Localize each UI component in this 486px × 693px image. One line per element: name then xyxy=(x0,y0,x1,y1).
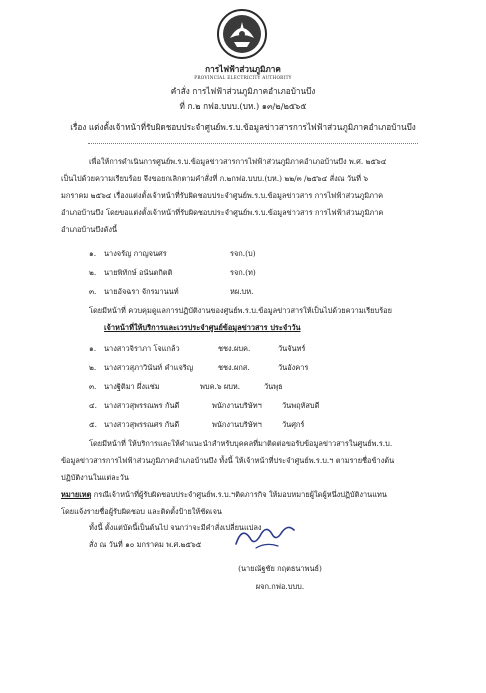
list-item-name: นางจรัญ กาญจนศร xyxy=(104,249,167,258)
intro-line: อำเภอบ้านบึงดังนี้ xyxy=(61,225,118,234)
intro-line: มกราคม ๒๕๖๔ เรื่องแต่งตั้งเจ้าหน้าที่รับผิดชอบประจำศูนย์พ.ร.บ.ข้อมูลข่าวสาร การไฟฟ้าส่วนภูมิภาค xyxy=(61,191,384,200)
intro-line: เป็นไปด้วยความเรียบร้อย จึงขอยกเลิกตามคำสั่งที่ ก.๒กฟอ.บบบ.(บห.) ๒๒/๓ /๒๕๖๔ สั่งณ วันที่ ๖ xyxy=(61,174,369,183)
divider xyxy=(88,143,418,144)
list-item-no: ๓. xyxy=(89,287,97,296)
officer-duty: โดยมีหน้าที่ ควบคุมดูแลการปฏิบัติงานของศูนย์พ.ร.บ.ข้อมูลข่าวสารให้เป็นไปด้วยความเรียบร้อย xyxy=(89,306,392,315)
list-item-no: ๕. xyxy=(89,420,97,429)
list-item-no: ๒. xyxy=(89,363,97,372)
signatory-title: ผจก.กฟอ.บบบ. xyxy=(255,582,305,591)
list-item-day: วันจันทร์ xyxy=(278,344,306,353)
date-line: สั่ง ณ วันที่ ๑๐ มกราคม พ.ศ.๒๕๖๕ xyxy=(89,540,202,549)
list-item-position: ชชง.ผบค. xyxy=(218,344,251,353)
pea-logo-icon xyxy=(216,8,268,60)
list-item-day: วันพฤหัสบดี xyxy=(282,401,320,410)
duty-line: ข้อมูลข่าวสารการไฟฟ้าส่วนภูมิภาคอำเภอบ้านบึง ทั้งนี้ ให้เจ้าหน้าที่ประจำศูนย์พ.ร.บ.ฯ ตามรายชื่อข้างต้น xyxy=(61,456,395,465)
list-item-name: นางสาวสุภาวินันท์ คำแจริญ xyxy=(104,363,194,372)
list-item-day: วันพุธ xyxy=(264,382,283,391)
list-item-name: นางฐิติมา ผึ่งแช่ม xyxy=(104,382,160,391)
list-item-position: รจก.(ท) xyxy=(230,268,256,277)
remark-line xyxy=(61,490,387,500)
duty-line: โดยมีหน้าที่ ให้บริการและให้คำแนะนำสำหรับบุคคลที่มาติดต่อขอรับข้อมูลข่าวสารในศูนย์พ.ร.บ. xyxy=(89,439,393,448)
list-item-position: พบค.๖ ผบห. xyxy=(200,382,241,391)
list-item-position: พนักงานบริษัทฯ xyxy=(212,401,262,410)
effective-line: ทั้งนี้ ตั้งแต่บัดนี้เป็นต้นไป จนกว่าจะมีคำสั่งเปลี่ยนแปลง xyxy=(89,523,262,532)
order-title: คำสั่ง การไฟฟ้าส่วนภูมิภาคอำเภอบ้านบึง xyxy=(170,86,316,96)
list-item-no: ๔. xyxy=(89,401,97,410)
remark-text: กรณีเจ้าหน้าที่ผู้รับผิดชอบประจำศูนย์พ.ร.บ.ฯติดภารกิจ ให้มอบหมายผู้ใดผู้หนึ่งปฏิบัติงานแทน xyxy=(91,490,387,499)
list-item-no: ๒. xyxy=(89,268,97,277)
list-item-position: หผ.บห. xyxy=(230,287,254,296)
list-item-no: ๑. xyxy=(89,249,97,258)
list-item-name: นายอัจฉรา จักรมานนท์ xyxy=(104,287,179,296)
org-name-en: PROVINCIAL ELECTRICITY AUTHORITY xyxy=(194,75,292,80)
intro-line: เพื่อให้การดำเนินการศูนย์พ.ร.บ.ข้อมูลข่าวสารการไฟฟ้าส่วนภูมิภาคอำเภอบ้านบึง พ.ศ. ๒๕๖๔ xyxy=(89,157,387,166)
duty-line: ปฏิบัติงานในแต่ละวัน xyxy=(61,473,129,482)
list-item-name: นางสาวจิราภา โจแกล้ว xyxy=(104,344,180,353)
service-heading: เจ้าหน้าที่ให้บริการและเวรประจำศูนย์ข้อมูลข่าวสาร ประจำวัน xyxy=(104,323,301,332)
signature-icon xyxy=(232,520,302,552)
intro-line: อำเภอบ้านบึง โดยขอแต่งตั้งเจ้าหน้าที่รับผิดชอบประจำศูนย์พ.ร.บ.ข้อมูลข่าวสาร การไฟฟ้าส่วนภูมิภาค xyxy=(61,208,384,217)
remark-label: หมายเหตุ xyxy=(61,490,92,499)
list-item-name: นายพิทักษ์ อนันตกิตติ xyxy=(104,268,173,277)
list-item-name: นางสาวสุพรรณศร กันดี xyxy=(104,420,180,429)
list-item-day: วันศุกร์ xyxy=(282,420,305,429)
list-item-no: ๑. xyxy=(89,344,97,353)
order-subject: เรื่อง แต่งตั้งเจ้าหน้าที่รับผิดชอบประจำศูนย์พ.ร.บ.ข้อมูลข่าวสารการไฟฟ้าส่วนภูมิภาคอำเภอบ้านบึง xyxy=(70,122,416,132)
signatory-name: (นายณัฐชัย กฤตธนาพนธ์) xyxy=(238,564,322,573)
list-item-no: ๓. xyxy=(89,382,97,391)
remark-line-2: โดยแจ้งรายชื่อผู้รับผิดชอบ และติดตั้งป้ายให้ชัดเจน xyxy=(61,507,222,516)
list-item-position: ชชง.ผกส. xyxy=(218,363,250,372)
org-name-th: การไฟฟ้าส่วนภูมิภาค xyxy=(205,64,281,74)
order-number: ที่ ก.๒ กฟอ.บบบ.(บห.) ๑๓/๒/๒๕๖๕ xyxy=(179,101,307,111)
list-item-position: พนักงานบริษัทฯ xyxy=(212,420,262,429)
list-item-position: รจก.(บ) xyxy=(230,249,256,258)
list-item-day: วันอังคาร xyxy=(278,363,309,372)
list-item-name: นางสาวสุพรรณพร กันดี xyxy=(104,401,180,410)
